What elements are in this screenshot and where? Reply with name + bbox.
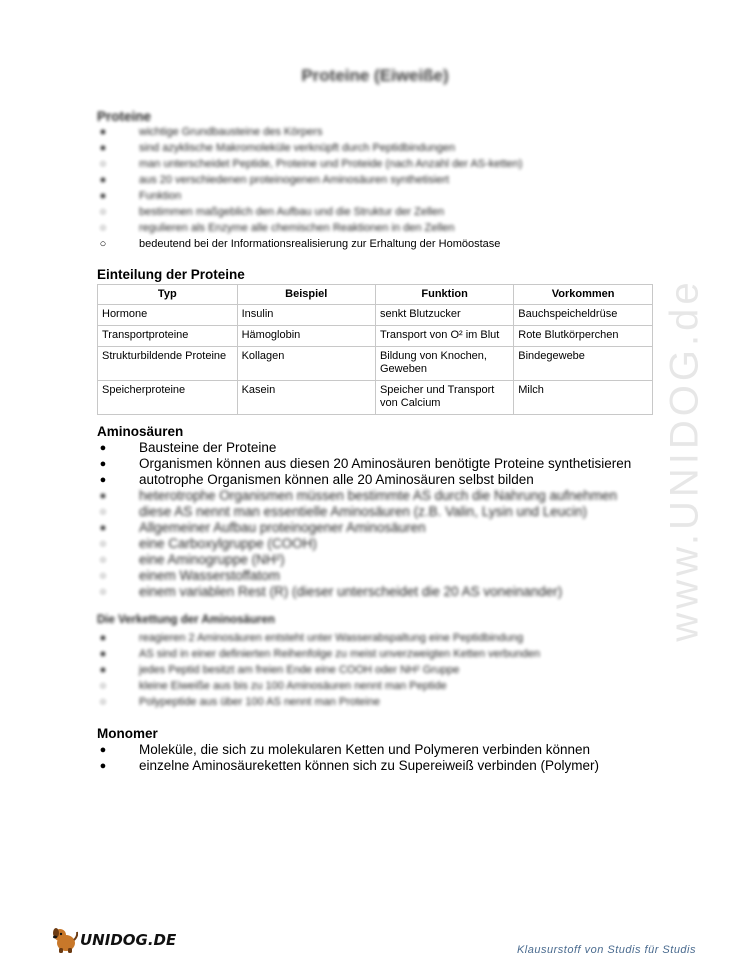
list-item-text: regulieren als Enzyme alle chemischen Reaktionen in den Zellen [139,222,455,234]
watermark [630,230,740,690]
table-header-cell: Typ [98,285,238,305]
table-header-cell: Beispiel [237,285,375,305]
list-item-text: Organismen können aus diesen 20 Aminosäuren benötigte Proteine synthetisieren [139,456,632,471]
bullet-filled-icon: ● [99,126,107,138]
bullet-hollow-icon: ○ [99,538,107,550]
page-title: Proteine (Eiweiße) [301,66,449,85]
dog-icon [52,926,78,954]
bullet-filled-icon: ● [99,458,107,470]
list-item-text: kleine Eiweiße aus bis zu 100 Aminosäuren nennt man Peptide [139,680,447,692]
bullet-filled-icon: ● [99,142,107,154]
table-header-cell: Funktion [375,285,513,305]
list-item-text: eine Carboxylgruppe (COOH) [139,536,317,551]
list-item-text: diese AS nennt man essentielle Aminosäuren (z.B. Valin, Lysin und Leucin) [139,504,588,519]
bullet-hollow-icon: ○ [99,158,107,170]
list-item [97,536,657,552]
list-item-text: einzelne Aminosäureketten können sich zu Supereiweiß verbinden (Polymer) [139,758,599,773]
table-cell: Kollagen [237,347,375,381]
bullet-hollow-icon: ○ [99,554,107,566]
bullet-hollow-icon: ○ [99,222,107,234]
list-item [97,646,657,662]
list-item [97,188,657,204]
table-row [98,381,653,415]
list-item-text: AS sind in einer definierten Reihenfolge zu meist unverzweigten Ketten verbunden [139,648,541,660]
list-item-text: heterotrophe Organismen müssen bestimmte AS durch die Nahrung aufnehmen [139,488,618,503]
section-heading-aminosaeuren: Aminosäuren [97,424,184,439]
list-item-text: jedes Peptid besitzt am freien Ende eine COOH oder NH² Gruppe [139,664,460,676]
list-item-text: aus 20 verschiedenen proteinogenen Aminosäuren synthetisiert [139,174,450,186]
bullet-filled-icon: ● [99,442,107,454]
table-header-cell: Vorkommen [514,285,653,305]
table-cell: Milch [514,381,653,415]
bullet-hollow-icon: ○ [99,238,107,250]
list-item [97,124,657,140]
list-item [97,552,657,568]
bullet-filled-icon: ● [99,490,107,502]
table-cell: Speicher und Transport von Calcium [375,381,513,415]
list-item-text: bedeutend bei der Informationsrealisierung zur Erhaltung der Homöostase [139,238,501,250]
table-cell: Bindegewebe [514,347,653,381]
verkettung-list [97,630,657,710]
bullet-filled-icon: ● [99,648,107,660]
table-cell: Transport von O² im Blut [375,326,513,347]
section-heading-einteilung: Einteilung der Proteine [97,267,245,282]
table-cell: senkt Blutzucker [375,305,513,326]
list-item [97,758,657,774]
list-item-text: sind azyklische Makromoleküle verknüpft durch Peptidbindungen [139,142,456,154]
list-item [97,456,657,472]
list-item-text: Moleküle, die sich zu molekularen Ketten und Polymeren verbinden können [139,742,591,757]
table-cell: Hämoglobin [237,326,375,347]
table-row [98,305,653,326]
table-cell: Bildung von Knochen, Geweben [375,347,513,381]
list-item-text: autotrophe Organismen können alle 20 Aminosäuren selbst bilden [139,472,534,487]
list-item [97,568,657,584]
table-cell: Kasein [237,381,375,415]
bullet-hollow-icon: ○ [99,586,107,598]
bullet-hollow-icon: ○ [99,206,107,218]
list-item [97,204,657,220]
list-item [97,742,657,758]
list-item [97,220,657,236]
table-cell: Hormone [98,305,238,326]
list-item [97,156,657,172]
list-item [97,678,657,694]
table-cell: Transportproteine [98,326,238,347]
list-item [97,520,657,536]
table-row [98,326,653,347]
table-cell: Rote Blutkörperchen [514,326,653,347]
list-item [97,694,657,710]
bullet-filled-icon: ● [99,664,107,676]
list-item-text: Funktion [139,190,182,202]
list-item [97,236,657,252]
list-item-text: einem Wasserstoffatom [139,568,281,583]
list-item [97,440,657,456]
section-heading-monomer: Monomer [97,726,158,741]
list-item [97,488,657,504]
list-item-text: eine Aminogruppe (NH²) [139,552,285,567]
bullet-filled-icon: ● [99,522,107,534]
bullet-filled-icon: ● [99,474,107,486]
logo-text: UNIDOG.DE [80,931,177,949]
protein-classification-table [97,284,653,415]
bullet-filled-icon: ● [99,632,107,644]
list-item-text: einem variablen Rest (R) (dieser unterscheidet die 20 AS voneinander) [139,584,563,599]
list-item [97,172,657,188]
list-item [97,662,657,678]
watermark-text: www.UNIDOG.de [662,278,707,642]
list-item-text: wichtige Grundbausteine des Körpers [139,126,323,138]
table-row [98,347,653,381]
list-item-text: Bausteine der Proteine [139,440,277,455]
table-cell: Speicherproteine [98,381,238,415]
aminosaeuren-list [97,440,657,600]
bullet-filled-icon: ● [99,174,107,186]
list-item [97,630,657,646]
proteine-list [97,124,657,252]
list-item-text: bestimmen maßgeblich den Aufbau und die Struktur der Zellen [139,206,445,218]
table-cell: Bauchspeicheldrüse [514,305,653,326]
bullet-hollow-icon: ○ [99,570,107,582]
table-header-row [98,285,653,305]
section-heading-verkettung: Die Verkettung der Aminosäuren [97,614,275,626]
list-item [97,504,657,520]
bullet-hollow-icon: ○ [99,696,107,708]
bullet-filled-icon: ● [99,760,107,772]
list-item-text: man unterscheidet Peptide, Proteine und Proteide (nach Anzahl der AS-ketten) [139,158,523,170]
table-cell: Strukturbildende Proteine [98,347,238,381]
section-heading-proteine: Proteine [97,109,152,124]
table-cell: Insulin [237,305,375,326]
unidog-logo [52,925,176,955]
bullet-filled-icon: ● [99,744,107,756]
monomer-list [97,742,657,774]
bullet-filled-icon: ● [99,190,107,202]
list-item [97,140,657,156]
list-item-text: reagieren 2 Aminosäuren entsteht unter Wasserabspaltung eine Peptidbindung [139,632,524,644]
bullet-hollow-icon: ○ [99,680,107,692]
list-item-text: Allgemeiner Aufbau proteinogener Aminosäuren [139,520,426,535]
list-item [97,584,657,600]
footer-tagline: Klausurstoff von Studis für Studis [516,944,696,956]
list-item-text: Polypeptide aus über 100 AS nennt man Proteine [139,696,380,708]
list-item [97,472,657,488]
bullet-hollow-icon: ○ [99,506,107,518]
